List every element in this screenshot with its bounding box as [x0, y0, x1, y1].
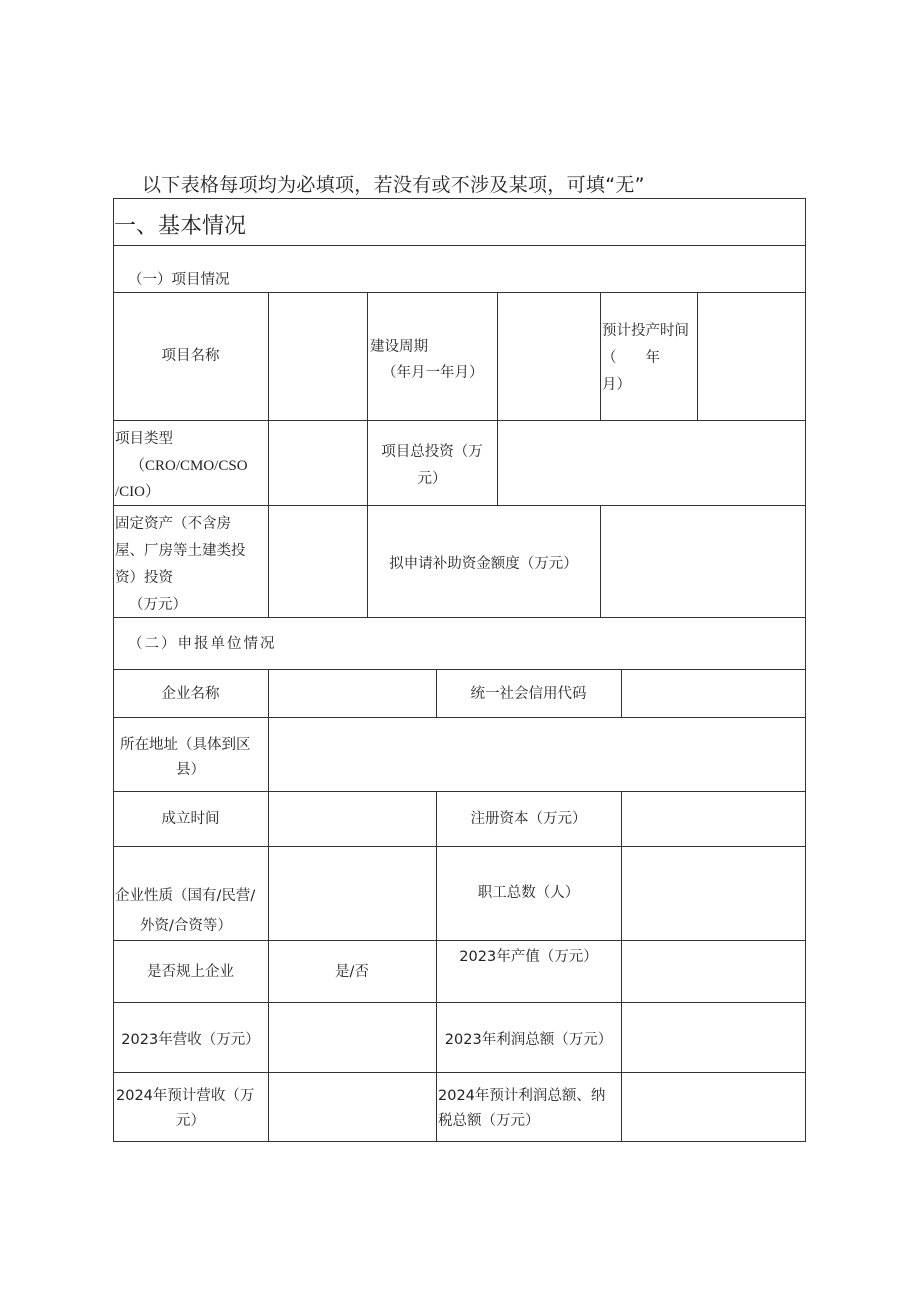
company-name-label: 企业名称: [161, 686, 220, 702]
revenue-2024-label: 2024年预计营收（万: [116, 1088, 255, 1104]
enterprise-nature-label: 企业性质（国有/民营/: [115, 888, 256, 904]
address-label-2: 县）: [176, 762, 205, 778]
profit-2023-label: 2023年利润总额（万元）: [444, 1032, 613, 1048]
construction-cycle-label: 建设周期: [370, 339, 428, 355]
project-type-options: （CRO/CMO/CSO: [130, 458, 248, 474]
profit-tax-2024-label: 2024年预计利润总额、纳: [438, 1088, 606, 1104]
fixed-assets-label-2: 屋、厂房等土建类投: [115, 543, 246, 559]
fixed-assets-unit: （万元）: [129, 597, 187, 613]
construction-cycle-format: （年月一年月）: [382, 365, 484, 381]
employee-count-label: 职工总数（人）: [477, 885, 580, 901]
subsection-project-title: （一）项目情况: [128, 272, 230, 288]
enterprise-nature-label-2: 外资/合资等）: [140, 918, 232, 934]
section-basic-info-title: 一、基本情况: [114, 214, 247, 239]
project-type-options-cont: /CIO）: [115, 484, 161, 500]
fixed-assets-label: 固定资产（不含房: [115, 516, 231, 532]
above-scale-label: 是否规上企业: [147, 964, 234, 980]
fixed-assets-label-3: 资）投资: [115, 570, 173, 586]
form-notice: 以下表格每项均为必填项，若没有或不涉及某项，可填“无”: [142, 174, 645, 196]
registered-capital-label: 注册资本（万元）: [470, 811, 587, 827]
profit-tax-2024-unit: 税总额（万元）: [438, 1113, 540, 1129]
subsection-applicant-title: （二）申报单位情况: [128, 636, 277, 652]
founded-date-label: 成立时间: [161, 811, 220, 827]
address-label: 所在地址（具体到区: [120, 737, 251, 753]
credit-code-label: 统一社会信用代码: [470, 686, 587, 702]
total-investment-label: 项目总投资（万: [381, 444, 483, 460]
total-investment-unit: 元）: [417, 471, 447, 487]
revenue-2023-label: 2023年营收（万元）: [121, 1032, 260, 1048]
production-time-label: 预计投产时间: [602, 323, 689, 339]
above-scale-value: 是/否: [335, 964, 369, 980]
output-2023-label: 2023年产值（万元）: [459, 949, 598, 965]
subsidy-amount-label: 拟申请补助资金额度（万元）: [389, 556, 578, 572]
project-type-label: 项目类型: [115, 431, 173, 447]
revenue-2024-unit: 元）: [176, 1113, 205, 1129]
production-time-year: （ 年: [602, 350, 660, 366]
project-name-label: 项目名称: [161, 348, 220, 364]
production-time-month: 月）: [602, 377, 631, 393]
